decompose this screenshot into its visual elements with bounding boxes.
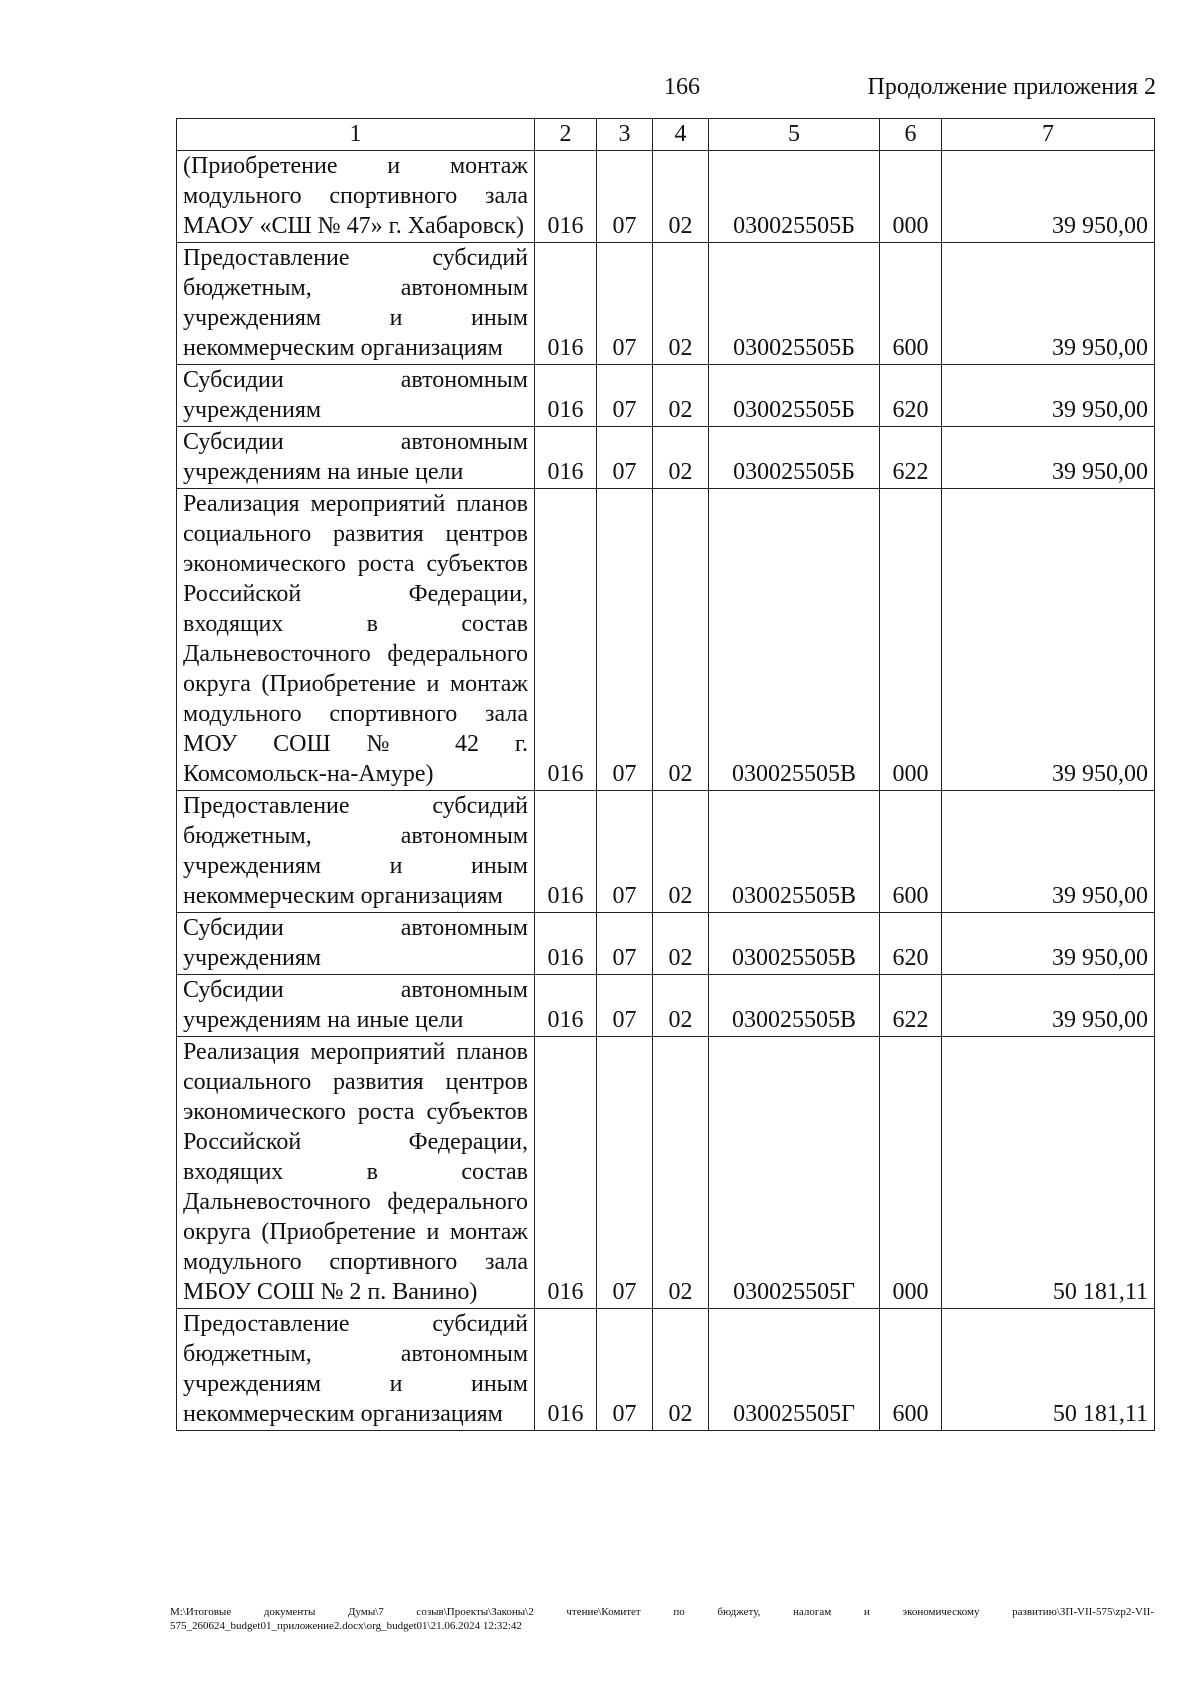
- target-article-code: 030025505В: [709, 791, 880, 913]
- amount: 50 181,11: [942, 1309, 1155, 1431]
- expense-type-code: 600: [880, 243, 942, 365]
- ministry-code: 016: [535, 489, 597, 791]
- section-code: 07: [597, 913, 653, 975]
- amount: 39 950,00: [942, 151, 1155, 243]
- expense-type-code: 600: [880, 791, 942, 913]
- row-name: Субсидии автономным учреждениям на иные цели: [177, 427, 535, 489]
- subsection-code: 02: [653, 427, 709, 489]
- table-row: [177, 1037, 1155, 1309]
- section-code: 07: [597, 1037, 653, 1309]
- row-name: Реализация мероприятий планов социального развития центров экономического роста субъектов Российской Федерации, входящих в состав Дальневосточного федерального округа (Приобретение и монтаж модульного спортивного зала МБОУ СОШ № 2 п. Ванино): [177, 1037, 535, 1309]
- target-article-code: 030025505Г: [709, 1037, 880, 1309]
- expense-type-code: 620: [880, 913, 942, 975]
- section-code: 07: [597, 151, 653, 243]
- target-article-code: 030025505В: [709, 975, 880, 1037]
- ministry-code: 016: [535, 1309, 597, 1431]
- ministry-code: 016: [535, 427, 597, 489]
- target-article-code: 030025505Б: [709, 151, 880, 243]
- amount: 39 950,00: [942, 913, 1155, 975]
- table-header-row: [177, 119, 1155, 151]
- table-row: [177, 151, 1155, 243]
- row-name: Субсидии автономным учреждениям: [177, 365, 535, 427]
- target-article-code: 030025505Б: [709, 365, 880, 427]
- subsection-code: 02: [653, 791, 709, 913]
- expense-type-code: 622: [880, 975, 942, 1037]
- target-article-code: 030025505Г: [709, 1309, 880, 1431]
- amount: 50 181,11: [942, 1037, 1155, 1309]
- ministry-code: 016: [535, 975, 597, 1037]
- column-header: 1: [177, 119, 535, 151]
- table-row: [177, 365, 1155, 427]
- subsection-code: 02: [653, 243, 709, 365]
- row-name: Предоставление субсидий бюджетным, автономным учреждениям и иным некоммерческим организациям: [177, 1309, 535, 1431]
- amount: 39 950,00: [942, 427, 1155, 489]
- subsection-code: 02: [653, 489, 709, 791]
- ministry-code: 016: [535, 791, 597, 913]
- section-code: 07: [597, 1309, 653, 1431]
- table-row: [177, 913, 1155, 975]
- section-code: 07: [597, 365, 653, 427]
- row-name: (Приобретение и монтаж модульного спортивного зала МАОУ «СШ № 47» г. Хабаровск): [177, 151, 535, 243]
- row-name: Предоставление субсидий бюджетным, автономным учреждениям и иным некоммерческим организациям: [177, 243, 535, 365]
- ministry-code: 016: [535, 913, 597, 975]
- row-name: Реализация мероприятий планов социального развития центров экономического роста субъектов Российской Федерации, входящих в состав Дальневосточного федерального округа (Приобретение и монтаж модульного спортивного зала МОУ СОШ № 42 г. Комсомольск-на-Амуре): [177, 489, 535, 791]
- section-code: 07: [597, 489, 653, 791]
- table-row: [177, 427, 1155, 489]
- section-code: 07: [597, 427, 653, 489]
- subsection-code: 02: [653, 975, 709, 1037]
- table-row: [177, 489, 1155, 791]
- column-header: 6: [880, 119, 942, 151]
- amount: 39 950,00: [942, 243, 1155, 365]
- column-header: 4: [653, 119, 709, 151]
- ministry-code: 016: [535, 151, 597, 243]
- continuation-label: Продолжение приложения 2: [867, 74, 1156, 100]
- table-row: [177, 791, 1155, 913]
- expense-type-code: 622: [880, 427, 942, 489]
- column-header: 7: [942, 119, 1155, 151]
- budget-table: [176, 118, 1155, 1431]
- table-row: [177, 975, 1155, 1037]
- column-header: 2: [535, 119, 597, 151]
- target-article-code: 030025505Б: [709, 243, 880, 365]
- ministry-code: 016: [535, 243, 597, 365]
- subsection-code: 02: [653, 913, 709, 975]
- row-name: Субсидии автономным учреждениям на иные цели: [177, 975, 535, 1037]
- page-number: 166: [664, 74, 700, 100]
- target-article-code: 030025505Б: [709, 427, 880, 489]
- subsection-code: 02: [653, 1037, 709, 1309]
- footer-file-path: M:\Итоговые документы Думы\7 созыв\Проекты\Законы\2 чтение\Комитет по бюджету, налогам и экономическому развитию\ЗП-VII-575\zp2-VII-575_260624_budget01_приложение2.docx\org_budget01\21.06.2024 12:32:42: [170, 1606, 1154, 1632]
- subsection-code: 02: [653, 151, 709, 243]
- section-code: 07: [597, 791, 653, 913]
- expense-type-code: 000: [880, 489, 942, 791]
- expense-type-code: 600: [880, 1309, 942, 1431]
- amount: 39 950,00: [942, 365, 1155, 427]
- column-header: 3: [597, 119, 653, 151]
- amount: 39 950,00: [942, 975, 1155, 1037]
- subsection-code: 02: [653, 365, 709, 427]
- column-header: 5: [709, 119, 880, 151]
- table-row: [177, 243, 1155, 365]
- table-row: [177, 1309, 1155, 1431]
- row-name: Субсидии автономным учреждениям: [177, 913, 535, 975]
- ministry-code: 016: [535, 1037, 597, 1309]
- amount: 39 950,00: [942, 489, 1155, 791]
- section-code: 07: [597, 975, 653, 1037]
- expense-type-code: 000: [880, 151, 942, 243]
- expense-type-code: 000: [880, 1037, 942, 1309]
- expense-type-code: 620: [880, 365, 942, 427]
- amount: 39 950,00: [942, 791, 1155, 913]
- section-code: 07: [597, 243, 653, 365]
- target-article-code: 030025505В: [709, 913, 880, 975]
- target-article-code: 030025505В: [709, 489, 880, 791]
- ministry-code: 016: [535, 365, 597, 427]
- row-name: Предоставление субсидий бюджетным, автономным учреждениям и иным некоммерческим организациям: [177, 791, 535, 913]
- subsection-code: 02: [653, 1309, 709, 1431]
